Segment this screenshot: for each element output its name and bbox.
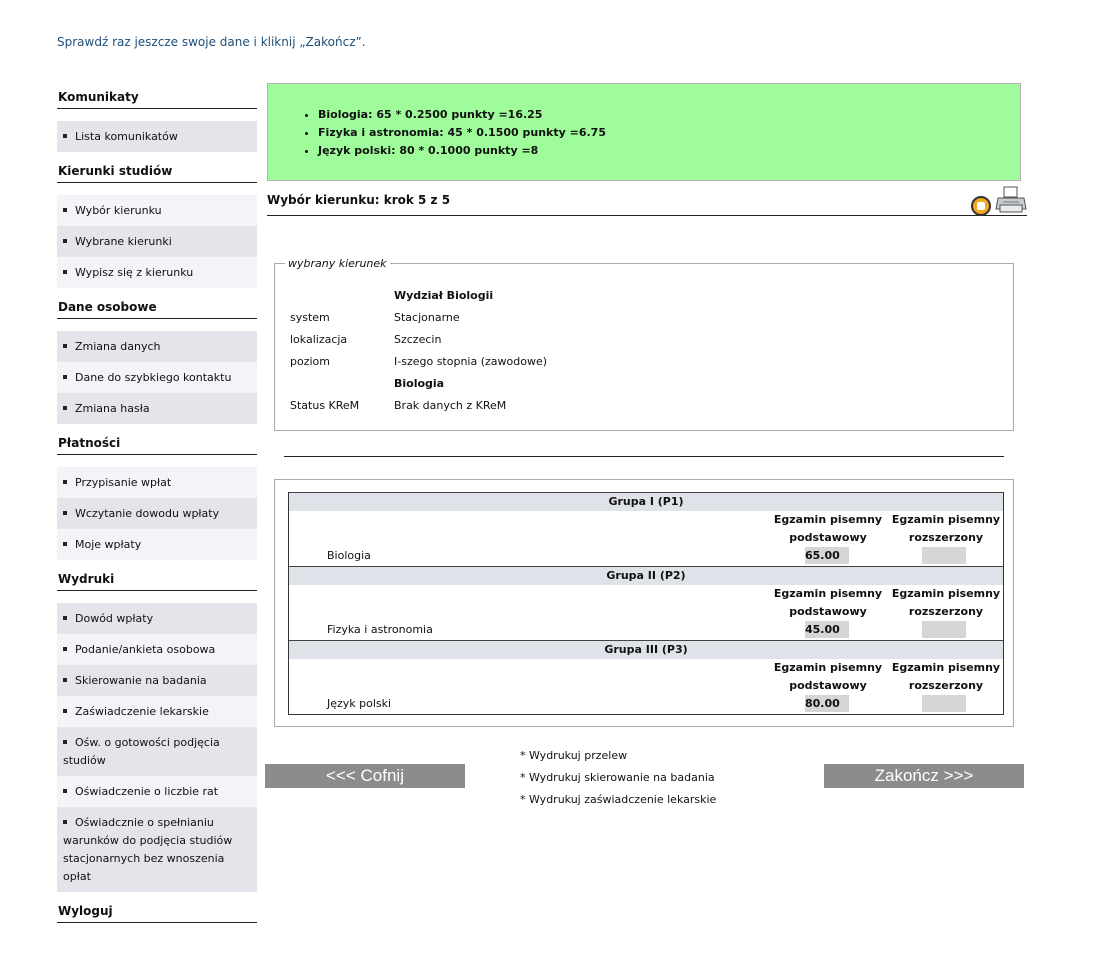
program-name: Biologia	[394, 377, 445, 390]
sidebar-item-wczytanie-dowodu[interactable]: Wczytanie dowodu wpłaty	[57, 498, 257, 529]
sidebar-item-skierowanie[interactable]: Skierowanie na badania	[57, 665, 257, 696]
status-row	[290, 399, 506, 412]
print-transfer-link[interactable]: * Wydrukuj przelew	[520, 749, 628, 762]
location-row	[290, 333, 441, 346]
subject-name: Biologia	[327, 549, 371, 562]
sidebar-item-wybrane-kierunki[interactable]: Wybrane kierunki	[57, 226, 257, 257]
bullet-icon	[63, 208, 67, 212]
sidebar-item-zaswiadczenie[interactable]: Zaświadczenie lekarskie	[57, 696, 257, 727]
points-summary	[267, 83, 1021, 181]
exam-group	[288, 492, 1004, 566]
group-title: Grupa I (P1)	[289, 492, 1003, 511]
bullet-icon	[63, 270, 67, 274]
print-certificate-link[interactable]: * Wydrukuj zaświadczenie lekarskie	[520, 793, 717, 806]
bullet-icon	[63, 344, 67, 348]
bullet-icon	[63, 789, 67, 793]
sidebar-section-title: Wydruki	[57, 570, 257, 591]
home-icon[interactable]	[971, 196, 991, 216]
back-button[interactable]: <<< Cofnij	[265, 764, 465, 788]
print-referral-link[interactable]: * Wydrukuj skierowanie na badania	[520, 771, 715, 784]
sidebar-item-podanie-ankieta[interactable]: Podanie/ankieta osobowa	[57, 634, 257, 665]
sidebar-item-lista-komunikatow[interactable]: Lista komunikatów	[57, 121, 257, 152]
selected-program-fieldset	[274, 257, 1014, 431]
points-item: • Fizyka i astronomia: 45 * 0.1500 punkty =6.75	[318, 124, 1020, 142]
bullet-icon	[63, 406, 67, 410]
location-label: lokalizacja	[290, 333, 348, 346]
extended-score	[922, 695, 966, 712]
subject-name: Język polski	[327, 697, 392, 710]
basic-exam-header: Egzamin pisemny podstawowy	[773, 661, 883, 692]
sidebar-section-wydruki	[57, 570, 257, 892]
points-item: • Biologia: 65 * 0.2500 punkty =16.25	[318, 106, 1020, 124]
level-value: I-szego stopnia (zawodowe)	[394, 355, 548, 368]
bullet-icon	[63, 820, 67, 824]
sidebar-item-zmiana-danych[interactable]: Zmiana danych	[57, 331, 257, 362]
bullet-icon	[63, 239, 67, 243]
printer-icon[interactable]	[995, 186, 1027, 214]
step-header	[267, 193, 1027, 216]
basic-exam-header: Egzamin pisemny podstawowy	[773, 587, 883, 618]
sidebar-item-przypisanie-wplat[interactable]: Przypisanie wpłat	[57, 467, 257, 498]
sidebar-item-wybor-kierunku[interactable]: Wybór kierunku	[57, 195, 257, 226]
sidebar	[57, 88, 257, 935]
intro-text: Sprawdź raz jeszcze swoje dane i kliknij „Zakończ”.	[57, 35, 366, 49]
sidebar-section-dane-osobowe	[57, 298, 257, 424]
sidebar-item-osw-gotowosci[interactable]: Ośw. o gotowości podjęcia studiów	[57, 727, 257, 776]
sidebar-section-title: Płatności	[57, 434, 257, 455]
program-row	[290, 377, 444, 390]
exam-group	[288, 640, 1004, 715]
sidebar-item-dowod-wplaty[interactable]: Dowód wpłaty	[57, 603, 257, 634]
extended-exam-header: Egzamin pisemny rozszerzony	[891, 513, 1001, 544]
sidebar-section-kierunki	[57, 162, 257, 288]
bullet-icon	[63, 480, 67, 484]
bullet-icon	[63, 616, 67, 620]
basic-score: 80.00	[805, 695, 849, 712]
status-label: Status KReM	[290, 399, 360, 412]
sidebar-item-dane-kontaktu[interactable]: Dane do szybkiego kontaktu	[57, 362, 257, 393]
sidebar-item-moje-wplaty[interactable]: Moje wpłaty	[57, 529, 257, 560]
sidebar-section-komunikaty	[57, 88, 257, 152]
sidebar-section-wyloguj[interactable]	[57, 902, 257, 923]
system-row	[290, 311, 460, 324]
bullet-icon	[63, 647, 67, 651]
extended-score	[922, 547, 966, 564]
faculty-row	[290, 289, 493, 302]
bullet-icon	[63, 678, 67, 682]
bullet-icon	[63, 134, 67, 138]
subject-name: Fizyka i astronomia	[327, 623, 433, 636]
bullet-icon	[63, 709, 67, 713]
logout-link[interactable]: Wyloguj	[57, 902, 257, 923]
sidebar-item-wypisz-sie[interactable]: Wypisz się z kierunku	[57, 257, 257, 288]
status-value: Brak danych z KReM	[394, 399, 507, 412]
level-row	[290, 355, 547, 368]
basic-score: 65.00	[805, 547, 849, 564]
sidebar-section-title: Komunikaty	[57, 88, 257, 109]
level-label: poziom	[290, 355, 330, 368]
sidebar-section-platnosci	[57, 434, 257, 560]
extended-exam-header: Egzamin pisemny rozszerzony	[891, 661, 1001, 692]
sidebar-item-osw-warunki[interactable]: Oświadcznie o spełnianiu warunków do podjęcia studiów stacjonarnych bez wnoszenia opłat	[57, 807, 257, 892]
sidebar-section-title: Kierunki studiów	[57, 162, 257, 183]
basic-exam-header: Egzamin pisemny podstawowy	[773, 513, 883, 544]
extended-score	[922, 621, 966, 638]
bullet-icon	[63, 511, 67, 515]
points-item: • Język polski: 80 * 0.1000 punkty =8	[318, 142, 1020, 160]
exam-group	[288, 566, 1004, 640]
system-value: Stacjonarne	[394, 311, 460, 324]
bullet-icon	[63, 375, 67, 379]
basic-score: 45.00	[805, 621, 849, 638]
extended-exam-header: Egzamin pisemny rozszerzony	[891, 587, 1001, 618]
print-links	[520, 745, 716, 811]
finish-button[interactable]: Zakończ >>>	[824, 764, 1024, 788]
sidebar-section-title: Dane osobowe	[57, 298, 257, 319]
group-title: Grupa II (P2)	[289, 566, 1003, 585]
sidebar-item-liczba-rat[interactable]: Oświadczenie o liczbie rat	[57, 776, 257, 807]
group-title: Grupa III (P3)	[289, 640, 1003, 659]
page-title: Wybór kierunku: krok 5 z 5	[267, 193, 451, 207]
exam-groups-box	[274, 479, 1014, 727]
sidebar-item-zmiana-hasla[interactable]: Zmiana hasła	[57, 393, 257, 424]
divider	[284, 456, 1004, 457]
location-value: Szczecin	[394, 333, 442, 346]
bullet-icon	[63, 542, 67, 546]
bullet-icon	[63, 740, 67, 744]
faculty-name: Wydział Biologii	[394, 289, 494, 302]
fieldset-legend: wybrany kierunek	[285, 257, 390, 270]
system-label: system	[290, 311, 330, 324]
